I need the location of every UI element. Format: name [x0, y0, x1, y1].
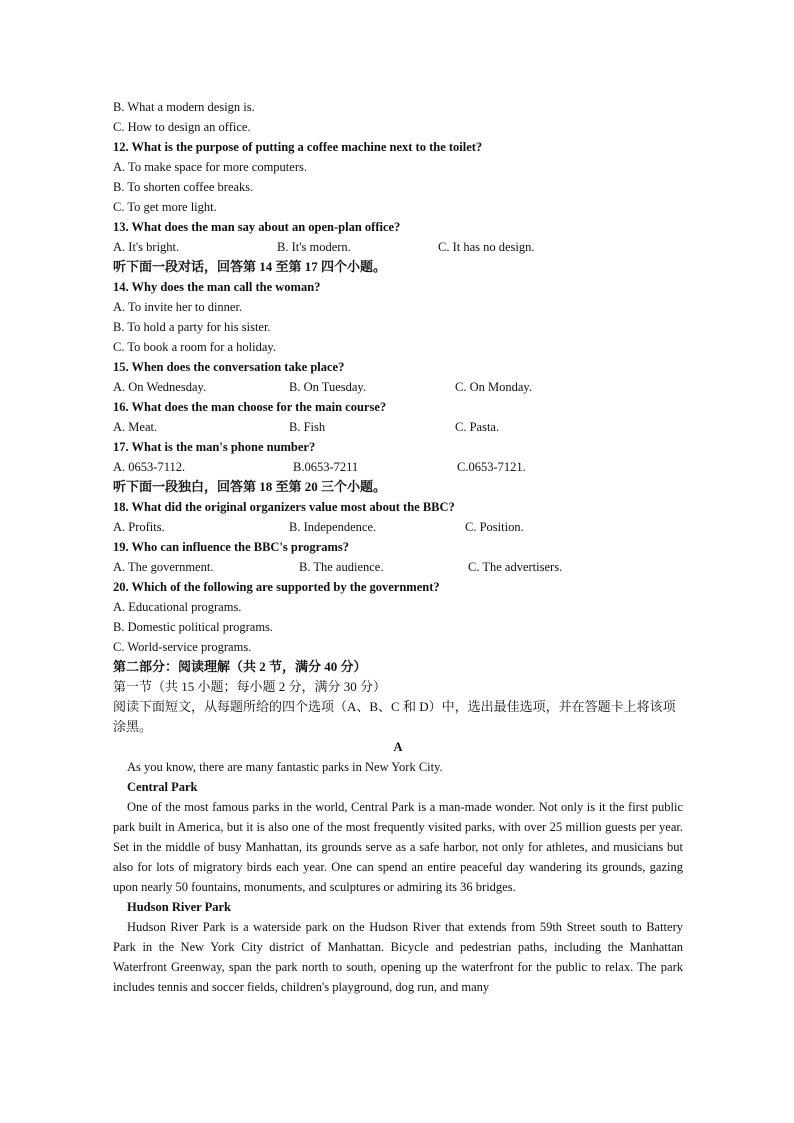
part-title: 第二部分：阅读理解（共 2 节，满分 40 分）: [113, 659, 367, 674]
option-c: C. Pasta.: [455, 420, 500, 434]
instructions: 阅读下面短文，从每题所给的四个选项（A、B、C 和 D）中，选出最佳选项，并在答题卡上将该项涂黑。: [113, 699, 676, 734]
hudson-river-paragraph: Hudson River Park is a waterside park on the Hudson River that extends from 59th Street south to Battery Park in the New York City district of Manhattan. Bicycle and pedestrian paths, including the Manhattan Waterfront Greenway, span the park north to south, opening up the waterfront for the public to relax. The park includes tennis and soccer fields, children's playground, dog run, and many: [113, 920, 683, 994]
passage-intro: As you know, there are many fantastic parks in New York City.: [127, 760, 443, 774]
option-line: C. World-service programs.: [113, 640, 252, 654]
question-17: 17. What is the man's phone number?: [113, 440, 316, 454]
option-line: A. To invite her to dinner.: [113, 300, 243, 314]
central-park-paragraph: One of the most famous parks in the world, Central Park is a man-made wonder. Not only is it the first public park built in America, but it is also one of the most frequently visited parks, with over 25 million guests per year. Set in the middle of busy Manhattan, its grounds serve as a safe harbor, not only for athletes, and musicians but also for lots of migratory birds each year. One can spend an entire peaceful day wandering its grounds, gazing upon nearly 50 fountains, monuments, and sculptures or admiring its 36 bridges.: [113, 800, 683, 894]
question-18: 18. What did the original organizers value most about the BBC?: [113, 500, 455, 514]
option-line: A. Educational programs.: [113, 600, 242, 614]
option-line: B. What a modern design is.: [113, 100, 255, 114]
question-14: 14. Why does the man call the woman?: [113, 280, 321, 294]
exam-page: [113, 97, 683, 997]
option-b: B.0653-7211: [293, 460, 359, 474]
option-c: C.0653-7121.: [457, 460, 526, 474]
question-15: 15. When does the conversation take place?: [113, 360, 345, 374]
option-a: A. Meat.: [113, 420, 158, 434]
option-line: C. To book a room for a holiday.: [113, 340, 276, 354]
option-line: C. To get more light.: [113, 200, 217, 214]
section-heading: 听下面一段独白，回答第 18 至第 20 三个小题。: [113, 479, 387, 494]
question-19: 19. Who can influence the BBC's programs?: [113, 540, 350, 554]
option-b: B. On Tuesday.: [289, 380, 366, 394]
option-a: A. It's bright.: [113, 240, 180, 254]
option-c: C. The advertisers.: [468, 560, 563, 574]
subheading-central-park: Central Park: [127, 780, 198, 794]
passage-letter: A: [393, 740, 403, 754]
option-a: A. 0653-7112.: [113, 460, 186, 474]
option-line: A. To make space for more computers.: [113, 160, 307, 174]
question-13: 13. What does the man say about an open-plan office?: [113, 220, 401, 234]
option-c: C. It has no design.: [438, 240, 535, 254]
option-line: B. To shorten coffee breaks.: [113, 180, 254, 194]
options-row: [113, 377, 683, 397]
section-note: 第一节（共 15 小题；每小题 2 分，满分 30 分）: [113, 679, 387, 694]
option-b: B. Fish: [289, 420, 326, 434]
options-row: [113, 417, 683, 437]
options-row: [113, 457, 683, 477]
options-row: [113, 517, 683, 537]
option-b: B. Independence.: [289, 520, 377, 534]
options-row: [113, 237, 683, 257]
section-heading: 听下面一段对话，回答第 14 至第 17 四个小题。: [113, 259, 387, 274]
question-20: 20. Which of the following are supported by the government?: [113, 580, 440, 594]
option-c: C. Position.: [465, 520, 524, 534]
subheading-hudson-river-park: Hudson River Park: [127, 900, 231, 914]
options-row: [113, 557, 683, 577]
option-a: A. The government.: [113, 560, 214, 574]
option-line: B. Domestic political programs.: [113, 620, 274, 634]
option-line: C. How to design an office.: [113, 120, 251, 134]
option-a: A. Profits.: [113, 520, 165, 534]
question-16: 16. What does the man choose for the main course?: [113, 400, 387, 414]
option-a: A. On Wednesday.: [113, 380, 207, 394]
option-line: B. To hold a party for his sister.: [113, 320, 271, 334]
option-b: B. It's modern.: [277, 240, 351, 254]
option-b: B. The audience.: [299, 560, 384, 574]
question-12: 12. What is the purpose of putting a coffee machine next to the toilet?: [113, 140, 483, 154]
option-c: C. On Monday.: [455, 380, 532, 394]
